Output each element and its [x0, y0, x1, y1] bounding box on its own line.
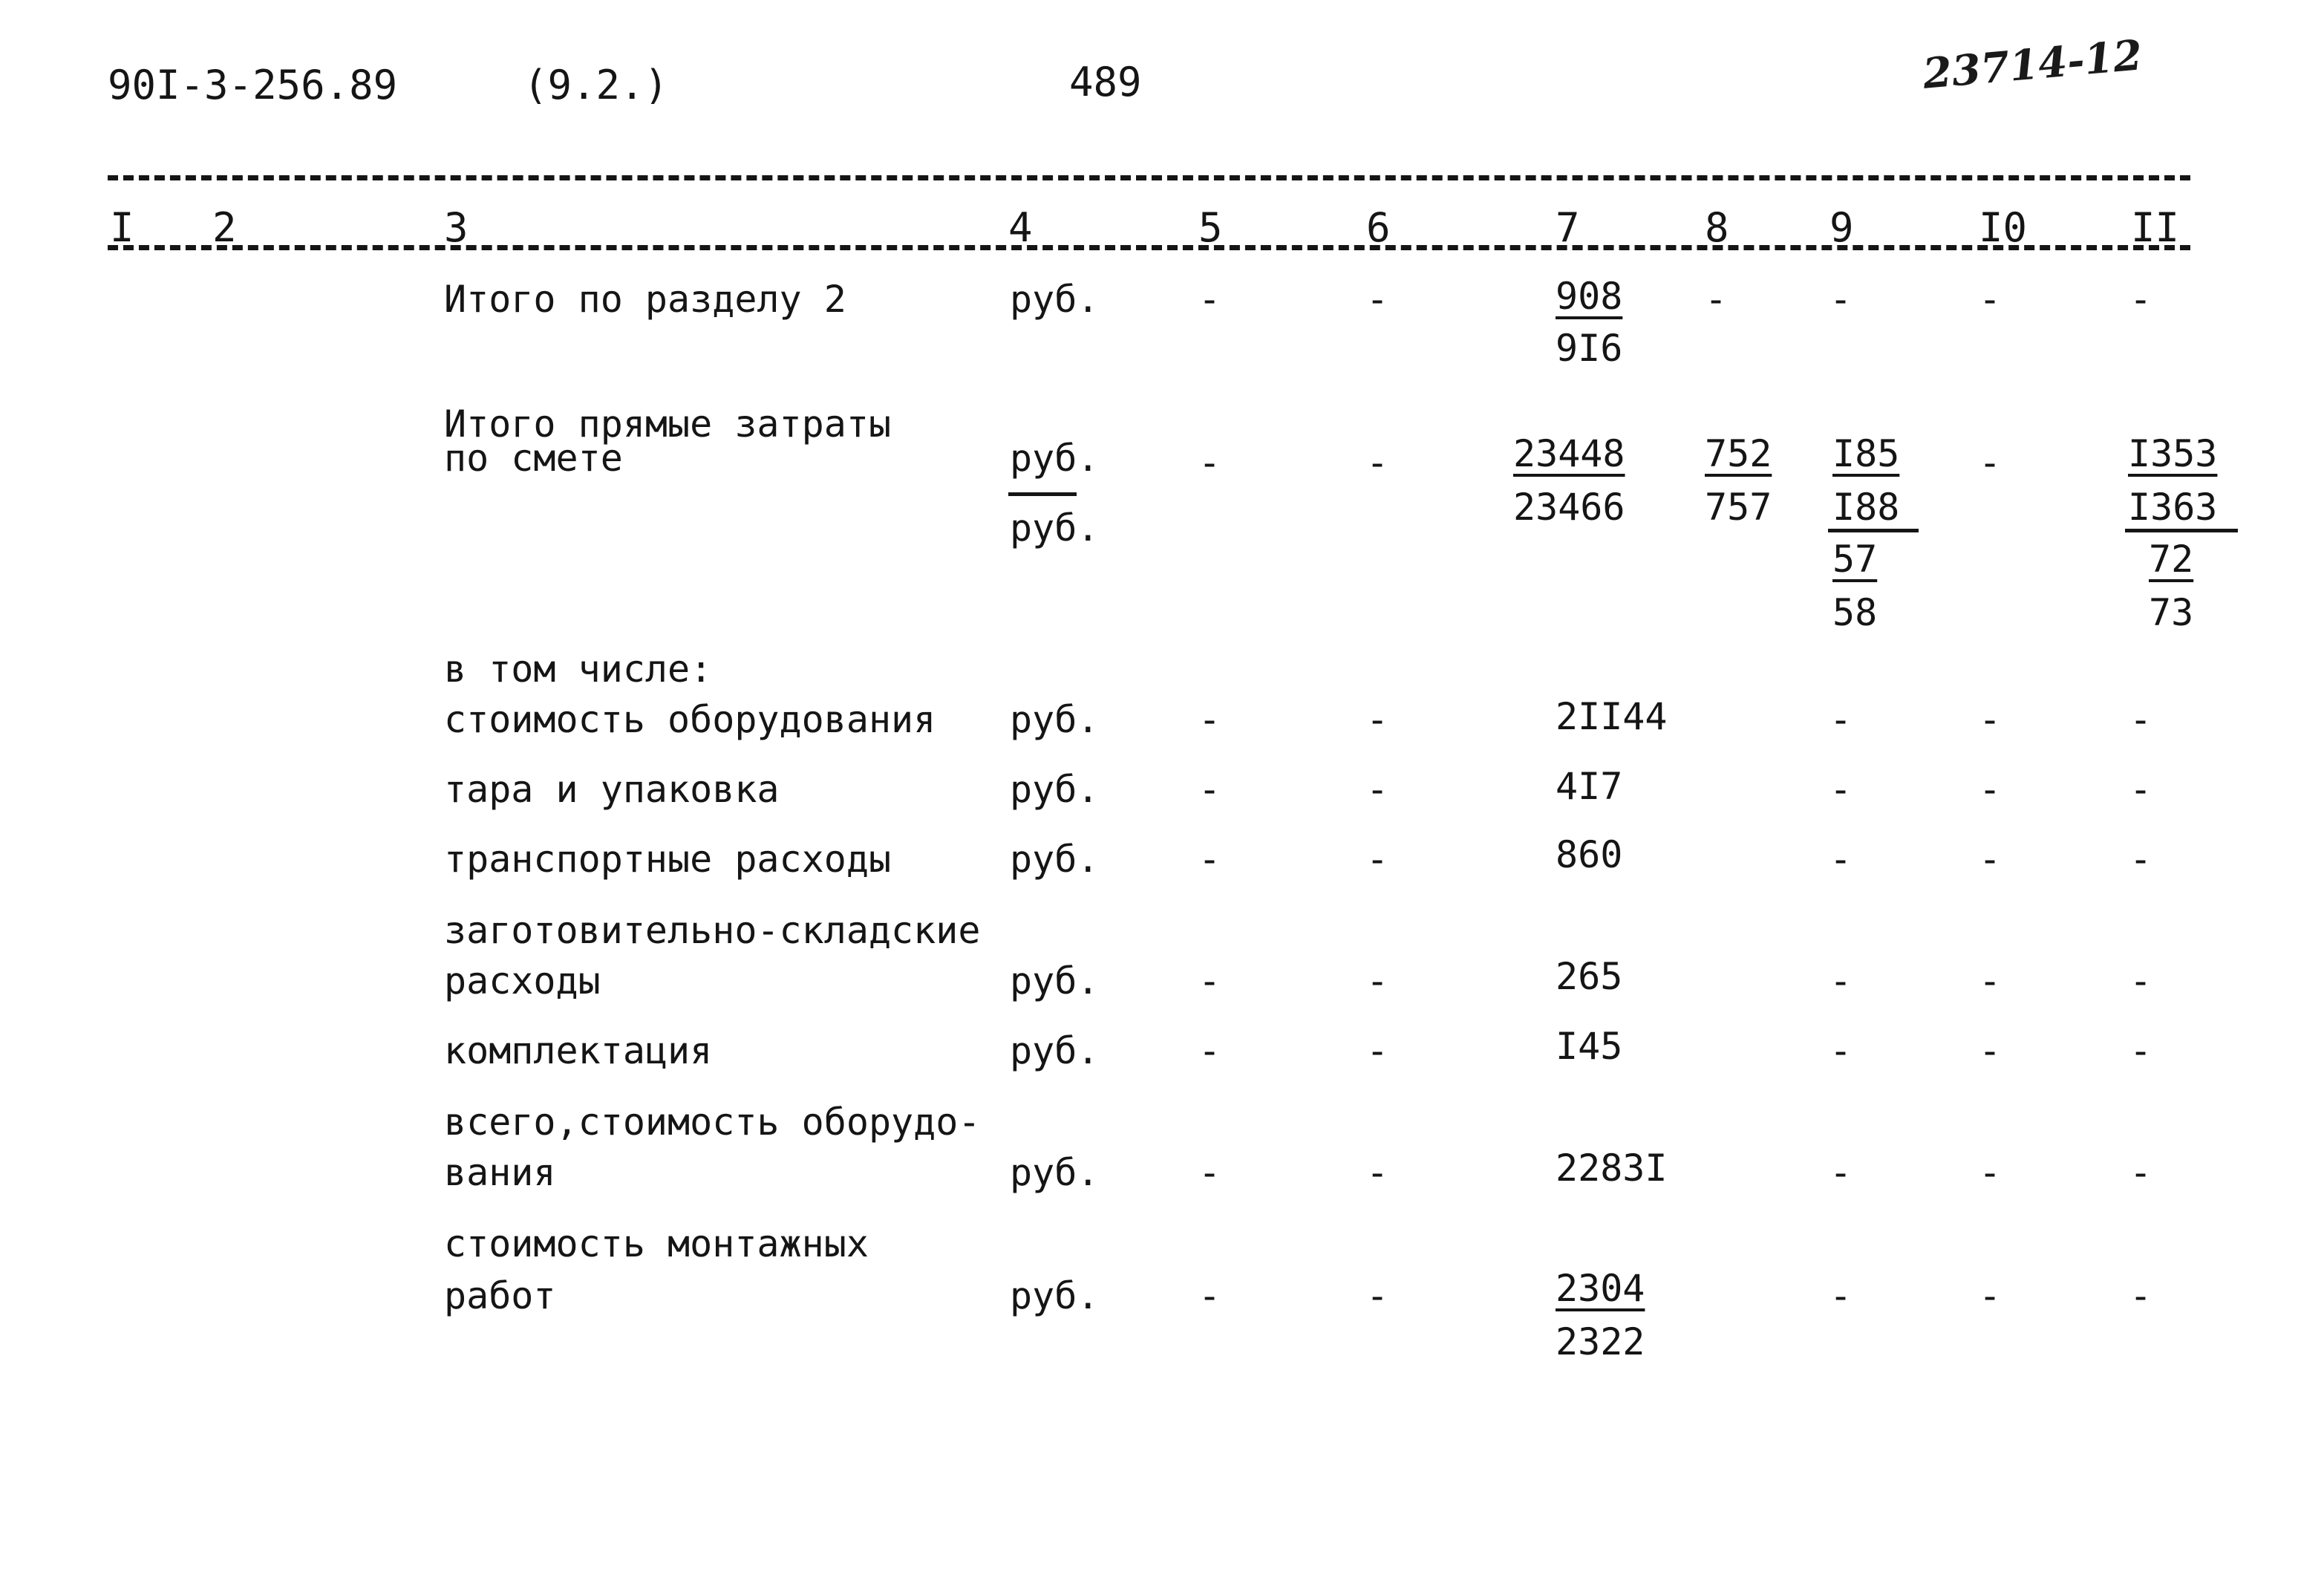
row-name-line1: стоимость монтажных [444, 1222, 869, 1265]
col9-dash: - [1830, 698, 1853, 741]
column-number-6: 6 [1366, 204, 1391, 251]
row-name: комплектация [444, 1029, 713, 1072]
row-unit-bottom: руб. [1010, 506, 1100, 550]
col8-value-bottom: 757 [1705, 486, 1772, 529]
col10-dash: - [1979, 838, 2002, 881]
col5-dash: - [1198, 838, 1221, 881]
col7-value: 2283I [1556, 1147, 1668, 1190]
inventory-stamp: 23714-12 [1921, 30, 2144, 99]
row-unit: руб. [1010, 768, 1100, 811]
col9-value-1: I85 [1832, 432, 1900, 475]
col11-dash: - [2129, 1274, 2152, 1317]
column-number-11: II [2131, 204, 2180, 251]
col6-dash: - [1366, 838, 1389, 881]
col9-value-3: 57 [1832, 538, 1878, 581]
col11-dash: - [2129, 1029, 2152, 1072]
column-number-3: 3 [444, 204, 469, 251]
row-unit: руб. [1010, 1029, 1100, 1072]
col8-dash: - [1705, 278, 1728, 321]
col9-dash: - [1830, 838, 1853, 881]
col9-value-2: I88 [1832, 486, 1900, 529]
col10-dash: - [1979, 1029, 2002, 1072]
col6-dash: - [1366, 278, 1389, 321]
row-name-line1: Итого прямые затраты [444, 402, 892, 446]
col5-dash: - [1198, 959, 1221, 1002]
row-unit: руб. [1010, 838, 1100, 881]
row-name-line1: заготовительно-складские [444, 909, 981, 952]
col7-value: 860 [1556, 833, 1623, 876]
document-code: 90I-3-256.89 [108, 62, 398, 108]
col10-dash: - [1979, 768, 2002, 811]
col9-dash: - [1830, 1029, 1853, 1072]
col10-dash: - [1979, 698, 2002, 741]
col5-dash: - [1198, 768, 1221, 811]
col6-dash: - [1366, 768, 1389, 811]
column-number-5: 5 [1198, 204, 1223, 251]
col5-dash: - [1198, 1029, 1221, 1072]
row-name-line2: расходы [444, 959, 601, 1002]
row-unit-top: руб. [1010, 437, 1100, 480]
col6-dash: - [1366, 698, 1389, 741]
col11-dash: - [2129, 1151, 2152, 1194]
col7-value-top: 908 [1556, 275, 1623, 318]
col5-dash: - [1198, 278, 1221, 321]
col7-value: 2II44 [1556, 695, 1668, 738]
col7-value: I45 [1556, 1025, 1623, 1068]
col9-dash: - [1830, 278, 1853, 321]
row-unit: руб. [1010, 1274, 1100, 1317]
col11-value-3: 72 [2149, 538, 2194, 581]
including-label: в том числе: [444, 648, 713, 691]
col11-dash: - [2129, 698, 2152, 741]
col10-dash: - [1979, 1274, 2002, 1317]
row-name-line2: вания [444, 1151, 556, 1194]
col5-dash: - [1198, 1151, 1221, 1194]
col10-dash: - [1979, 278, 2002, 321]
col11-dash: - [2129, 838, 2152, 881]
row-name: Итого по разделу 2 [444, 278, 846, 321]
col9-dash: - [1830, 959, 1853, 1002]
col9-dash: - [1830, 1274, 1853, 1317]
col7-value: 4I7 [1556, 765, 1623, 808]
col10-dash: - [1979, 1151, 2002, 1194]
col5-dash: - [1198, 441, 1221, 484]
col7-value-bottom: 2322 [1556, 1320, 1645, 1363]
row-name: тара и упаковка [444, 768, 780, 811]
col6-dash: - [1366, 1029, 1389, 1072]
page-number: 489 [1069, 59, 1142, 105]
column-number-8: 8 [1705, 204, 1729, 251]
col10-dash: - [1979, 441, 2002, 484]
row-unit: руб. [1010, 278, 1100, 321]
col11-value-4: 73 [2149, 591, 2194, 634]
top-dashed-rule [108, 175, 2190, 180]
col6-dash: - [1366, 1274, 1389, 1317]
col9-dash: - [1830, 1151, 1853, 1194]
row-name: стоимость оборудования [444, 698, 936, 741]
column-number-4: 4 [1008, 204, 1033, 251]
col11-dash: - [2129, 768, 2152, 811]
row-name-line1: всего,стоимость оборудо- [444, 1101, 981, 1144]
col11-dash: - [2129, 959, 2152, 1002]
col9-value-4: 58 [1832, 591, 1878, 634]
col7-value: 265 [1556, 955, 1623, 998]
row-name-line2: работ [444, 1274, 556, 1317]
col8-value-top: 752 [1705, 432, 1772, 475]
column-number-9: 9 [1830, 204, 1854, 251]
col5-dash: - [1198, 1274, 1221, 1317]
section-number: (9.2.) [523, 62, 669, 108]
row-name: транспортные расходы [444, 838, 892, 881]
row-unit: руб. [1010, 959, 1100, 1002]
col11-value-2: I363 [2128, 486, 2218, 529]
col6-dash: - [1366, 1151, 1389, 1194]
row-unit: руб. [1010, 1151, 1100, 1194]
column-number-2: 2 [212, 204, 237, 251]
col9-dash: - [1830, 768, 1853, 811]
row-unit: руб. [1010, 698, 1100, 741]
col9-fraction-rule [1828, 529, 1919, 532]
column-number-1: I [110, 204, 134, 251]
col11-fraction-rule [2125, 529, 2238, 532]
col6-dash: - [1366, 441, 1389, 484]
col11-dash: - [2129, 278, 2152, 321]
col6-dash: - [1366, 959, 1389, 1002]
col7-value-top: 23448 [1513, 432, 1625, 475]
col7-value-bottom: 9I6 [1556, 327, 1623, 370]
column-number-10: I0 [1979, 204, 2028, 251]
col5-dash: - [1198, 698, 1221, 741]
unit-fraction-rule [1008, 492, 1077, 496]
col11-value-1: I353 [2128, 432, 2218, 475]
row-name-line2: по смете [444, 437, 623, 480]
col7-value-top: 2304 [1556, 1267, 1645, 1310]
col10-dash: - [1979, 959, 2002, 1002]
header-dashed-rule [108, 245, 2190, 250]
col7-value-bottom: 23466 [1513, 486, 1625, 529]
column-number-7: 7 [1556, 204, 1580, 251]
